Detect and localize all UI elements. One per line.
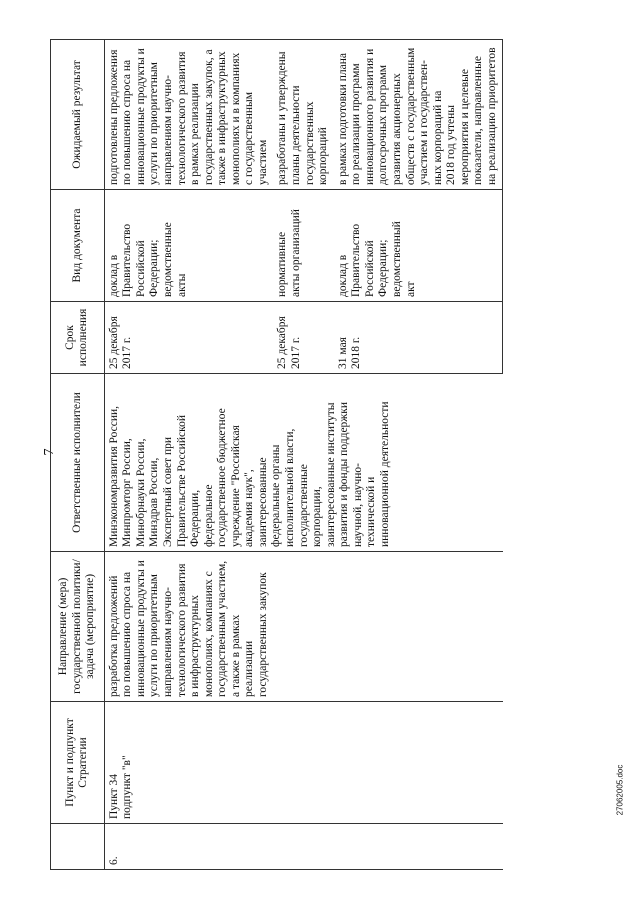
header-deadline: Срок исполнения [51,302,105,374]
strategy-table [50,39,503,870]
header-direction: Направление (мера) государственной политики/ задача (мероприятие) [51,552,105,702]
page-number: 7 [42,448,57,456]
header-doc-type: Вид документа [51,190,105,302]
header-executors: Ответственные исполнители [51,374,105,552]
header-item: Пункт и подпункт Стратегии [51,702,105,824]
header-num [51,824,105,870]
deadline-cell: 25 декабря 2017 г. [104,302,273,374]
table-header-row [51,40,105,870]
policy-direction: разработка предложений по повышению спроса на инновационные продукты и услуги по приоритетным направлениям научно- технологического развития в инфраструктурных монополиях, компаниях с государственным участием, а также в рамках реализации государственных закупок [104,552,503,702]
deadline-cell: 25 декабря 2017 г. [273,302,333,374]
row-number: 6. [104,824,503,870]
expected-result-cell: в рамках подготовки плана по реализации программ инновационного развития и долгосрочных программ развития акционерных обществ с государственным участием и государствен- ных корпораций на 2018 год учтены мероприятия и целевые показатели, направленные на реализацию приоритетов [334,40,503,190]
expected-result-cell: разработаны и утверждены планы деятельности государственных корпораций [273,40,333,190]
doc-type-cell: доклад в Правительство Российской Федерации; ведомственные акты [104,190,273,302]
strategy-item: Пункт 34 подпункт "в" [104,702,503,824]
header-result: Ожидаемый результат [51,40,105,190]
deadline-cell: 31 мая 2018 г. [334,302,503,374]
table-row [104,40,273,870]
responsible-executors: Минэкономразвития России, Минпромторг России, Минобрнауки России, Минздрав России, Экспертный совет при Правительстве Российской Федерации, федеральное государственное бюджетное учреждение "Российская академия наук", заинтересованные федеральные органы исполнительной власти, государственные корпорации, заинтересованные институты развития и фонды поддержки научной, научно- технической и инновационной деятельности [104,374,503,552]
doc-type-cell: нормативные акты организаций [273,190,333,302]
rotated-table-container [50,40,575,870]
footer-file-code: 27062005.doc [615,764,625,816]
expected-result-cell: подготовлены предложения по повышению спроса на инновационные продукты и услуги по приоритетным направлениям научно- технологического развития в рамках реализации государственных закупок, а также в инфраструктурных монополиях и в компаниях с государственным участием [104,40,273,190]
doc-type-cell: доклад в Правительство Российской Федерации; ведомственный акт [334,190,503,302]
